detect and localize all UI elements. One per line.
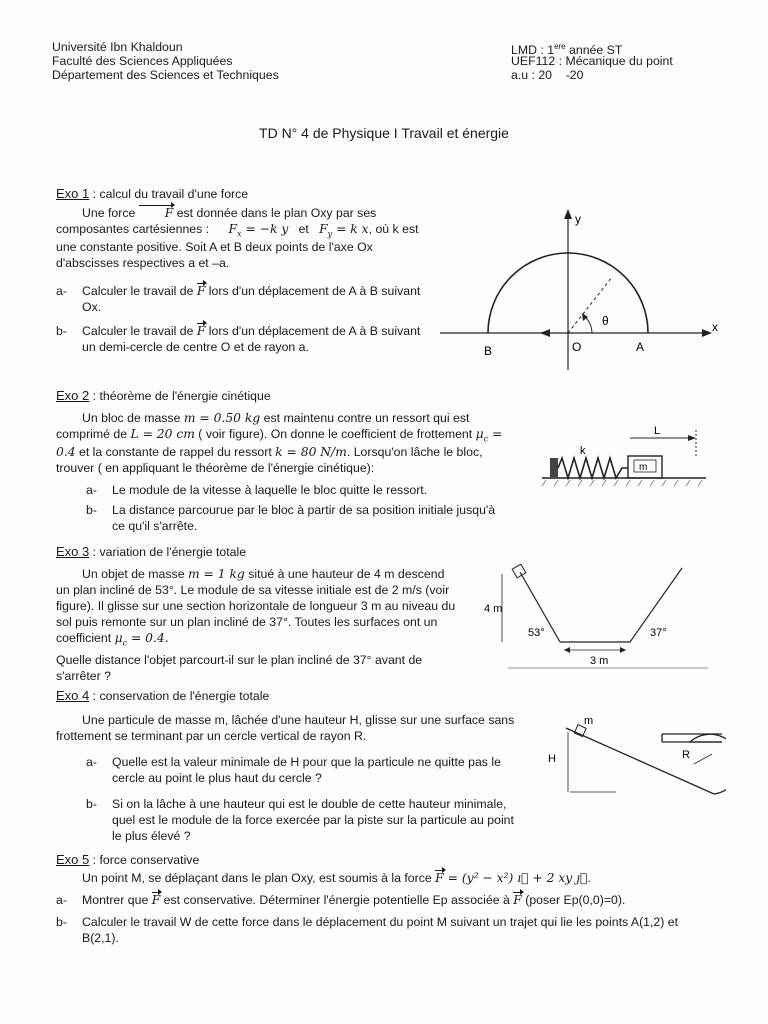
course-header: [511, 40, 673, 82]
exercise-4-statement: Une particule de masse m, lâchée d'une hauteur H, glisse sur une surface sans frottement se terminant par un cercle vertical de rayon R.: [56, 712, 515, 743]
exercise-4: [56, 688, 526, 845]
spring-constant-label: k: [580, 445, 586, 457]
radius-line: [694, 754, 712, 764]
y-axis-arrow: [564, 209, 572, 219]
course-unit: UEF112 : Mécanique du point: [511, 54, 673, 68]
exercise-3: [56, 544, 456, 685]
exercise-5-question-b: b- Calculer le travail W de cette force dans le déplacement du point M suivant un trajet qui lie les points A(1,2) et B(2,1).: [56, 914, 679, 945]
theta-label: θ: [602, 314, 609, 328]
exercise-3-question: Quelle distance l'objet parcourt-il sur le plan incliné de 37° avant de s'arrêter ?: [56, 652, 423, 683]
exercise-2-title: Exo 2 : théorème de l'énergie cinétique: [56, 388, 271, 403]
left-angle-label: 53°: [528, 627, 545, 639]
exercise-3-statement: Un objet de masse m = 1 kg situé à une hauteur de 4 m descend un plan incliné de 53°. Le module de sa vitesse initiale est de 2 m/s (voir figure). Il glisse sur une section horizontale de longueur 3 m au niveau du sol puis remonte sur un plan incliné de 37°. Toutes les surfaces ont un coefficient $\mu_c = 0.4$.: [56, 566, 456, 648]
loop-track-diagram: [536, 712, 726, 798]
exercise-4-title: Exo 4 : conservation de l'énergie totale: [56, 688, 270, 703]
exercise-5-question-a: a- Montrer que F est conservative. Déterminer l'énergie potentielle Ep associée à F (poser Ep(0,0)=0).: [56, 892, 626, 907]
institution-header: [52, 40, 279, 82]
exercise-4-question-a: a- Quelle est la valeur minimale de H pour que la particule ne quitte pas le cercle au point le plus haut du cercle ?: [86, 754, 501, 785]
exercise-2: [56, 388, 506, 535]
exercise-2-question-a: a- Le module de la vitesse à laquelle le bloc quitte le ressort.: [86, 482, 428, 497]
path-arrow: [540, 329, 550, 337]
object-block: [512, 564, 526, 578]
level-line: LMD : 1ere année ST: [511, 42, 623, 58]
exercise-5-statement: Un point M, se déplaçant dans le plan Oxy, est soumis à la force F = (y² − x²) ı⃗ + 2 xy ȷ⃗.: [82, 870, 591, 885]
mass-label: m: [639, 462, 648, 473]
faculty-name: Faculté des Sciences Appliquées: [52, 54, 233, 68]
compression-label: L: [654, 425, 661, 437]
ground-hatching: [542, 480, 702, 486]
exercise-2-question-b: b- La distance parcourue par le bloc à partir de sa position initiale jusqu'à ce qu'il s'arrête.: [86, 502, 496, 533]
semicircle-diagram: [440, 205, 730, 375]
exercise-1-question-a: a- Calculer le travail de F lors d'un déplacement de A à B suivant Ox.: [56, 283, 421, 314]
incline-track: [566, 728, 714, 794]
exercise-4-question-b: b- Si on la lâche à une hauteur qui est le double de cette hauteur minimale, quel est le module de la force exercée par la piste sur la particule au point le plus élevé ?: [86, 796, 514, 843]
wall: [550, 458, 558, 478]
exercise-5: [56, 852, 706, 947]
page-title: TD N° 4 de Physique I Travail et énergie: [259, 125, 509, 141]
height-label: 4 m: [484, 603, 503, 615]
radius-label: R: [682, 749, 690, 761]
university-name: Université Ibn Khaldoun: [52, 40, 183, 54]
inclined-planes-diagram: [478, 560, 710, 670]
height-label: H: [548, 753, 556, 765]
x-axis-arrow: [702, 329, 712, 337]
point-a-label: A: [636, 340, 645, 354]
y-axis-label: y: [575, 212, 581, 226]
exercise-1-question-b: b- Calculer le travail de F lors d'un déplacement de A à B suivant un demi-cercle de centre O et de rayon a.: [56, 323, 421, 354]
exercise-2-statement: Un bloc de masse m = 0.50 kg est maintenu contre un ressort qui est comprimé de L = 20 cm ( voir figure). On donne le coefficient de frottement $\mu_c = 0.4$ et la constante de rappel du ressort k = 80 N/m. Lorsqu'on lâche le bloc, trouver ( en appliquant le théorème de l'énergie cinétique):: [56, 410, 503, 475]
particle-label: m: [584, 715, 594, 727]
distance-label: 3 m: [590, 655, 609, 667]
right-angle-label: 37°: [650, 627, 667, 639]
academic-year: a.u : 20 -20: [511, 68, 584, 82]
point-b-label: B: [484, 344, 493, 358]
exercise-1-title: Exo 1 : calcul du travail d'une force: [56, 186, 249, 201]
exercise-5-title: Exo 5 : force conservative: [56, 852, 200, 867]
origin-label: O: [572, 340, 582, 354]
exercise-1-statement: Une force F est donnée dans le plan Oxy par ses composantes cartésiennes : $F_x = -k$ y et $F_y = k$ x, où k est une constante positive. Soit A et B deux points de l'axe Ox d'abscisses respectives a et –a.: [56, 205, 419, 270]
spring-block-diagram: [536, 420, 712, 492]
exercise-1: [56, 186, 426, 356]
department-name: Département des Sciences et Techniques: [52, 68, 279, 82]
x-axis-label: x: [712, 320, 718, 334]
exercise-3-title: Exo 3 : variation de l'énergie totale: [56, 544, 247, 559]
spring: [558, 458, 628, 478]
